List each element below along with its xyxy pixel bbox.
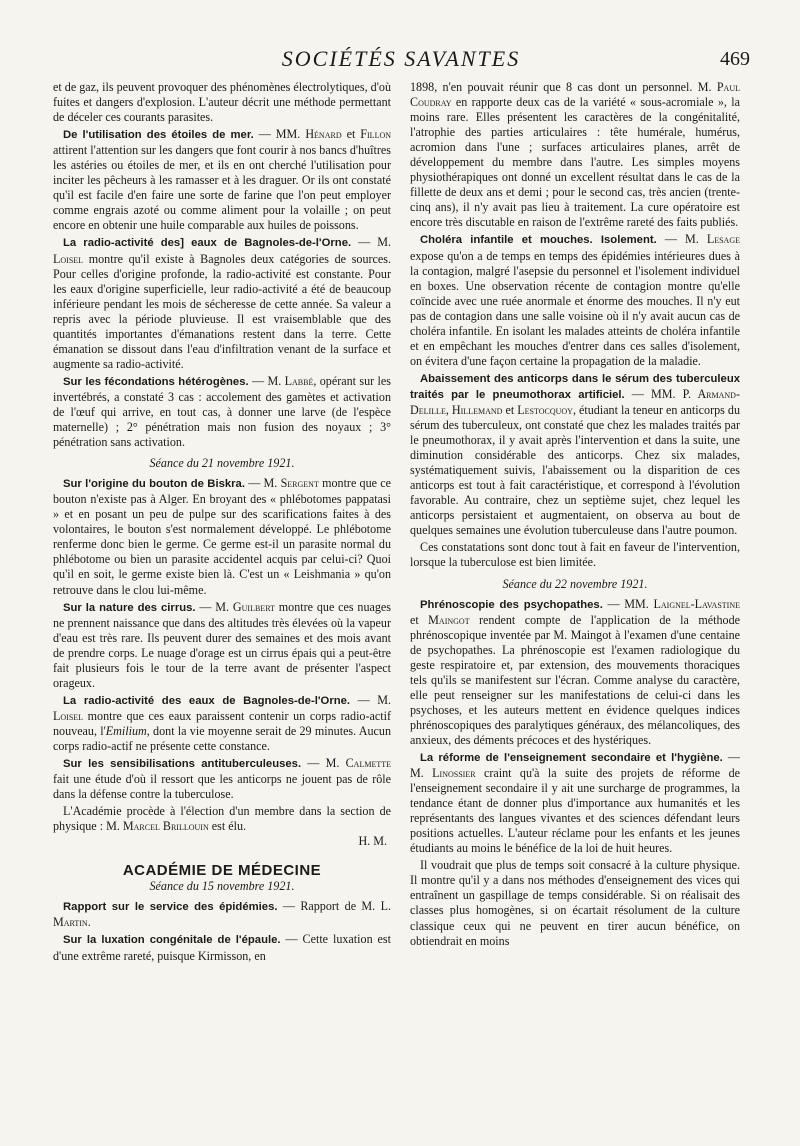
paragraph-text: montre qu'il existe à Bagnoles deux catégories de sources. Pour celles d'origine profonde, la radio-activité est constante. Pour les eaux d'origine superficielle, leur radio-activité a été de beaucoup inférieure pendant les mois de sécheresse de cette année. Sa valeur a repris avec la période pluvieuse. Il est vraisemblable que des quantités importantes d'émanations restent dans la terre. Cette émanation se dissout dans l'eau d'infiltration venant de la surface et augmente sa radio-activité. (53, 251, 391, 371)
election-notice (53, 804, 391, 834)
paragraph-text: , opérant sur les invertébrés, a constaté 3 cas : accolement des gamètes et activation de l'œuf qui arrive, en tout cas, à donner une larve (de l'espèce maternelle) ; 2° pénétration mais non fusion des noyaux ; 3° pénétration sans activation. (53, 373, 391, 450)
article-radio-activite-bagnoles (53, 235, 391, 371)
paragraph-text: — Cette luxation est d'une extrême rareté, puisque Kirmisson, en (53, 932, 391, 963)
author-name: Guilbert (232, 599, 275, 614)
author-name: Maingot (428, 612, 470, 627)
paragraph-text: , étudiant la teneur en anticorps du sérum des tuberculeux, ont constaté que chez les malades traités par le pneumothorax, il y avait après l'intervention et dans la suite, une diminution considérable des anticorps. Chez six malades, systématiquement suivis, l'abaissement ou la disparition de ces anticorps est tout à fait caractéristique, et correspond à l'évolution favorable. Au contraire, chez un septième sujet, chez lequel les anticorps persistaient et augmentaient, on observa au bout de quelques semaines une évolution tuberculeuse dans l'autre poumon. (410, 402, 740, 538)
author-name: Lesage (706, 232, 740, 247)
paragraph-text: , dont la vie moyenne serait de 29 minutes. Aucun corps radio-actif ne présente cette constance. (53, 723, 391, 753)
text: — M. (244, 476, 281, 491)
paragraph-text: rendent compte de l'application de la méthode phrénoscopique inventée par M. Maingot à l'examen d'une centaine de psychopathes. La phrénoscopie est l'examen radiologique du geste respiratoire et, par extension, des mouvements thoraciques tels qu'ils se manifestent sur l'écran. Comme analyse du caractère, elle peut renseigner sur les manifestations de celui-ci dans les psychoses, et les auteurs mettent en évidence quelques indices phrénoscopiques des paralytiques généraux, des mélancoliques, des anxieux, des déments précoces et des hystériques. (410, 612, 740, 747)
author-name: Laignel-Lavastine (653, 596, 740, 611)
article-title: La radio-activité des] eaux de Bagnoles-de-l'Orne. (63, 237, 352, 250)
text: et (410, 612, 429, 627)
article-title: Sur la nature des cirrus. (63, 601, 196, 614)
article-abaissement-anticorps (410, 371, 740, 539)
section-heading: ACADÉMIE DE MÉDECINE (122, 862, 322, 880)
text: et (502, 402, 518, 417)
text: et (341, 127, 361, 142)
paragraph-text: montre que ces eaux paraissent contenir un corps radio-actif nouveau, l' (53, 708, 391, 738)
signature: H. M. (358, 834, 387, 849)
paragraph-text: 1898, n'en pouvait réunir que 8 cas dont un personnel. M. (410, 80, 717, 94)
text: — MM. (624, 386, 683, 401)
paragraph-text: montre que ce bouton n'existe pas à Alger. En broyant des « phlébotomes pappatasi » et en posant un peu de pulpe sur des scarifications faites à des volontaires, le bouton s'est normalement développé. Le phlébotome renferme donc bien le germe. Ce germe est-il un parasite normal du phlébotome ou bien un parasite accidentel acquis par celui-ci? Quoi qu'il en soit, le germe existe bien là. C'est un « Leishmania » qu'on retrouve dans le clou lui-même. (53, 476, 391, 597)
article-luxation-congenitale (53, 932, 391, 963)
article-cholera-infantile (410, 232, 740, 368)
text: est élu. (208, 819, 247, 834)
paragraph-text: en rapporte deux cas de la variété « sous-acromiale », la moins rare. Elles présentent les caractères de la congénitalité, l'atrophie des parties articulaires : tête humérale, humérus, acromion dans l'une ; surfaces articulaires planes, arrêt de développement du membre dans l'autre. Les simples moyens physiothérapiques ont donné un excellent résultat dans le cas de la fillette de deux ans et demi ; pour le second cas, très ancien (trente-cinq ans), il n'y avait pas lieu à traitement. La cure opératoire est encore très discutable en raison de l'extrême rareté des faits publiés. (410, 95, 740, 230)
text: — M. (350, 692, 391, 707)
author-name: Fillon (360, 127, 392, 142)
paragraph-text: Il voudrait que plus de temps soit consacré à la culture physique. Il montre qu'il y a dans nos méthodes d'enseignement des vices qui entraînent un gaspillage de temps considérable. Si on réalisait des classes plus homogènes, si on écartait résolument de la culture classique ceux qui ne peuvent en tirer aucun bénéfice, on obtiendrait en moins (410, 858, 740, 948)
article-service-des-epidemies (53, 899, 391, 930)
article-nature-des-cirrus (53, 600, 391, 691)
article-title: La réforme de l'enseignement secondaire et l'hygiène. (420, 752, 723, 765)
text: — M. (248, 373, 285, 388)
paragraph-text: et de gaz, ils peuvent provoquer des phénomènes électrolytiques, d'où fuites et dangers d'explosion. L'auteur décrit une méthode permettant de déceler ces courants parasites. (53, 80, 391, 125)
text: — MM. (602, 596, 654, 611)
page-header (48, 42, 754, 76)
seance-date: Séance du 15 novembre 1921. (149, 879, 295, 894)
text: — M. (195, 599, 233, 614)
author-name: Loisel (53, 708, 84, 723)
text: — M. (656, 232, 707, 247)
article-title: De l'utilisation des étoiles de mer. (63, 129, 254, 142)
text: — MM. (253, 127, 306, 142)
author-name: Sergent (280, 476, 319, 491)
author-name: Labbé (284, 373, 314, 388)
article-radio-activite-emilium (53, 693, 391, 754)
article-title: Abaissement des anticorps dans le sérum des tuberculeux traités par le pneumothorax artificiel. (410, 372, 740, 401)
author-name: Linossier (432, 766, 476, 781)
article-sensibilisations-antituberculeuses (53, 756, 391, 802)
article-title: Sur les fécondations hétérogènes. (63, 375, 249, 388)
article-title: Sur l'origine du bouton de Biskra. (63, 478, 245, 491)
article-etoiles-de-mer (53, 127, 391, 233)
author-name: Paul Coudray (410, 80, 740, 110)
article-title: La radio-activité des eaux de Bagnoles-de-l'Orne. (63, 694, 351, 707)
author-name: Hénard (305, 127, 342, 142)
text: — M. (410, 750, 740, 781)
paragraph (410, 540, 740, 570)
author-name: P. Armand-Delille, Hillemand (410, 386, 740, 417)
author-name: Calmette (345, 756, 391, 771)
text: — M. (301, 756, 346, 771)
article-luxation-continued (410, 80, 740, 230)
paragraph-text: expose qu'on a de temps en temps des épidémies intérieures dues à la contagion, malgré l'asepsie du personnel et l'isolement individuel en boxes. Une observation récente de contagion montre qu'elle coïncide avec une ruée anormale et énorme des mouches. Il n'y eut pas de contagion dans une salle voisine où il n'y avait aucun cas de choléra infantile. En isolant les malades atteints de choléra infantile et en empêchant les mouches d'entrer dans ces salles d'isolement, on évitera d'une façon certaine la propagation de la maladie. (410, 248, 740, 368)
article-title: Choléra infantile et mouches. Isolement. (420, 234, 657, 247)
paragraph-text: L'Académie procède à l'élection d'un membre dans la section de physique : M. (53, 804, 391, 834)
paragraph-text: fait une étude d'où il ressort que les anticorps ne jouent pas de rôle dans la défense contre la tuberculose. (53, 772, 391, 802)
author-name: Lestocquoy (517, 402, 573, 417)
article-title: Sur la luxation congénitale de l'épaule. (63, 934, 281, 947)
paragraph-text: montre que ces nuages ne prennent naissance que dans des altitudes très élevées où la vapeur d'eau est très rare. Ils peuvent durer des semaines et des mois avant de prendre corps. Le nuage d'orage est un cirrus épais qui a peut-être fait plusieurs fois le tour de la terre avant de présenter l'aspect orageux. (53, 599, 391, 690)
article-title: Phrénoscopie des psychopathes. (420, 598, 603, 611)
seance-date: Séance du 21 novembre 1921. (149, 456, 295, 471)
author-name: Loisel (53, 251, 84, 266)
article-title: Rapport sur le service des épidémies. (63, 901, 278, 914)
article-reforme-enseignement (410, 750, 740, 856)
article-phrenoscopie (410, 597, 740, 748)
page-number: 469 (720, 48, 750, 70)
author-name: L. Martin (53, 899, 391, 930)
paragraph (53, 80, 391, 125)
running-title: SOCIÉTÉS SAVANTES (281, 46, 521, 71)
article-fecondations-heterogenes (53, 374, 391, 450)
article-title: Sur les sensibilisations antituberculeuses. (63, 758, 302, 771)
left-column (53, 80, 391, 964)
text: . (87, 915, 91, 930)
text: — M. (351, 235, 391, 250)
author-name: Marcel Brillouin (122, 819, 209, 834)
emphasis: Emilium (105, 723, 147, 738)
paragraph-text: craint qu'à la suite des projets de réforme de l'enseignement secondaire il y ait une surcharge de programmes, la tendance étant de donner plus d'importance aux humanités et les représentants des langues vivantes et des sciences défendant leurs positions actuelles. L'auteur réclame pour les enfants et les jeunes étudiants au moins le bénéfice de la loi de huit heures. (410, 766, 740, 856)
paragraph-text: attirent l'attention sur les dangers que font courir à nos bancs d'huîtres les astéries ou étoiles de mer, et ils en ont cherché l'utilisation pour inciter les pêcheurs à les ramasser et à les draguer. Or ils ont constaté qu'il est facile d'en faire une sorte de farine que l'on peut employer comme engrais azoté ou comme aliment pour la volaille ; on peut encore en obtenir une huile comparable aux huiles de poissons. (53, 143, 391, 233)
paragraph (410, 858, 740, 948)
right-column (410, 80, 740, 949)
article-bouton-de-biskra (53, 476, 391, 597)
text: — Rapport de M. (277, 899, 381, 914)
seance-date: Séance du 22 novembre 1921. (502, 576, 648, 591)
paragraph-text: Ces constatations sont donc tout à fait en faveur de l'intervention, lorsque la tuberculose est bien limitée. (410, 540, 740, 570)
